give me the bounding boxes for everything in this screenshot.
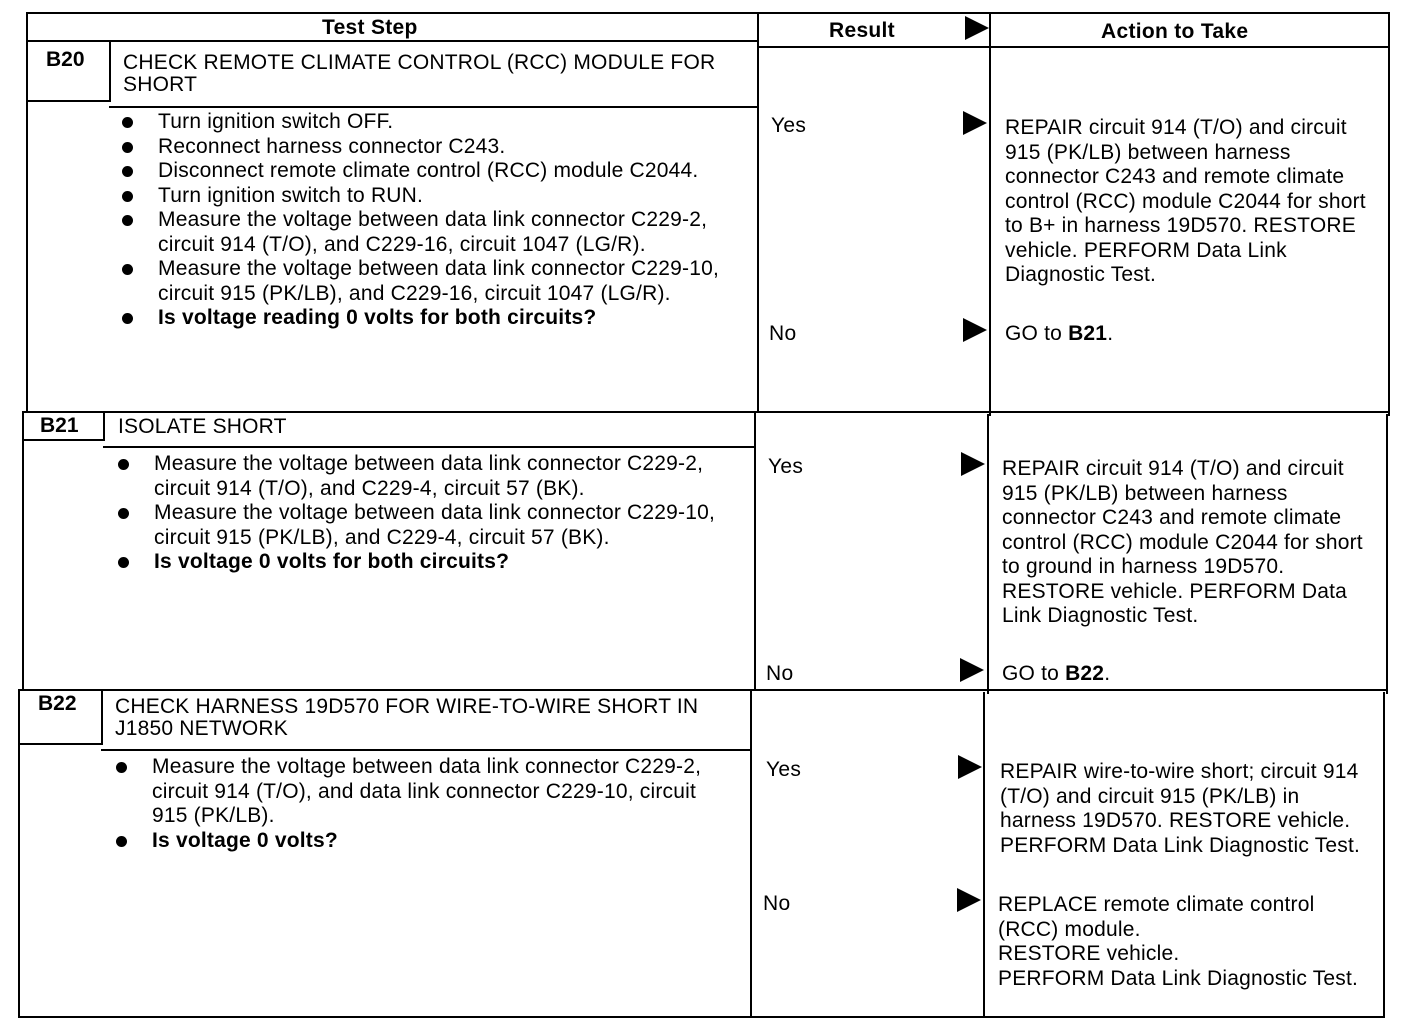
result-arrow-icon xyxy=(963,318,987,342)
step-instructions xyxy=(122,110,732,331)
table-border-right xyxy=(1386,414,1388,694)
action-goto-ref: B21 xyxy=(1068,322,1108,345)
instruction-item: Turn ignition switch to RUN. xyxy=(122,184,732,209)
action-line: RESTORE vehicle. xyxy=(998,942,1180,965)
column-divider-action xyxy=(983,692,985,1018)
column-divider-result xyxy=(754,412,756,690)
row-separator xyxy=(22,411,1388,413)
action-line: REPLACE remote climate control (RCC) module. xyxy=(998,893,1315,941)
step-title: CHECK HARNESS 19D570 FOR WIRE-TO-WIRE SHORT IN J1850 NETWORK xyxy=(115,695,699,740)
step-title-divider xyxy=(18,743,103,745)
table-border-left xyxy=(18,690,20,1018)
instruction-item: Measure the voltage between data link connector C229-10, circuit 915 (PK/LB), and C229-16, circuit 1047 (LG/R). xyxy=(122,257,732,306)
column-divider-result xyxy=(750,690,752,1018)
step-id-divider xyxy=(109,40,111,102)
result-yes: Yes xyxy=(766,758,802,781)
step-title-divider xyxy=(109,106,759,108)
result-no: No xyxy=(766,662,794,685)
table-border-right xyxy=(1383,692,1385,1018)
table-border-bottom xyxy=(18,1016,1384,1018)
action-text: REPAIR circuit 914 (T/O) and circuit 915 (PK/LB) between harness connector C243 and remote climate control (RCC) module C2044 for short to ground in harness 19D570. RESTORE vehicle. PERFORM Data Link Diagnostic Test. xyxy=(1002,457,1363,627)
action-goto-label: GO to xyxy=(1005,322,1069,345)
instruction-item: Measure the voltage between data link connector C229-10, circuit 915 (PK/LB), and C229-4, circuit 57 (BK). xyxy=(118,501,718,550)
step-title: CHECK REMOTE CLIMATE CONTROL (RCC) MODULE FOR SHORT xyxy=(123,51,716,96)
header-result: Result xyxy=(829,19,895,42)
step-title-divider xyxy=(103,446,755,448)
step-title-divider xyxy=(26,100,111,102)
step-id-divider xyxy=(101,690,103,744)
table-border-left xyxy=(22,412,24,690)
action-text xyxy=(998,893,1374,991)
action-text: REPAIR wire-to-wire short; circuit 914 (T/O) and circuit 915 (PK/LB) in harness 19D570. RESTORE vehicle. PERFORM Data Link Diagnostic Test. xyxy=(1000,760,1361,857)
result-arrow-icon xyxy=(957,888,981,912)
result-yes: Yes xyxy=(771,114,807,137)
step-instructions xyxy=(118,452,718,575)
action-text xyxy=(1002,662,1374,687)
action-goto-label: GO to xyxy=(1002,662,1066,685)
instruction-item: Measure the voltage between data link connector C229-2, circuit 914 (T/O), and C229-4, circuit 57 (BK). xyxy=(118,452,718,501)
step-id-divider xyxy=(103,412,105,440)
step-title: ISOLATE SHORT xyxy=(118,415,287,438)
column-divider-result xyxy=(757,12,759,412)
action-goto-suffix: . xyxy=(1104,662,1111,685)
result-arrow-icon xyxy=(963,111,987,135)
step-question: Is voltage 0 volts for both circuits? xyxy=(118,550,718,575)
column-divider-action xyxy=(989,12,991,416)
action-goto-suffix: . xyxy=(1107,322,1114,345)
result-arrow-icon xyxy=(961,452,985,476)
step-title-divider xyxy=(101,749,752,751)
step-instructions xyxy=(116,755,716,853)
result-arrow-icon xyxy=(958,755,982,779)
header-divider xyxy=(26,40,759,42)
step-question: Is voltage 0 volts? xyxy=(116,829,716,854)
result-arrow-icon xyxy=(960,658,984,682)
header-divider xyxy=(757,46,1390,48)
result-yes: Yes xyxy=(768,455,804,478)
action-text xyxy=(1005,322,1370,347)
instruction-item: Measure the voltage between data link connector C229-2, circuit 914 (T/O), and C229-16, circuit 1047 (LG/R). xyxy=(122,208,732,257)
instruction-item: Turn ignition switch OFF. xyxy=(122,110,732,135)
header-test-step: Test Step xyxy=(322,16,418,39)
table-border-left xyxy=(26,12,28,412)
step-id: B21 xyxy=(40,414,79,437)
column-divider-action xyxy=(987,414,989,694)
result-no: No xyxy=(769,322,797,345)
header-result-arrow-icon xyxy=(965,16,989,40)
action-goto-ref: B22 xyxy=(1065,662,1105,685)
step-title-divider xyxy=(22,439,105,441)
header-action: Action to Take xyxy=(1101,20,1249,43)
action-text: REPAIR circuit 914 (T/O) and circuit 915 (PK/LB) between harness connector C243 and remote climate control (RCC) module C2044 for short to B+ in harness 19D570. RESTORE vehicle. PERFORM Data Link Diagnostic Test. xyxy=(1005,116,1366,286)
action-line: PERFORM Data Link Diagnostic Test. xyxy=(998,966,1359,990)
row-separator xyxy=(18,689,1388,691)
instruction-item: Measure the voltage between data link connector C229-2, circuit 914 (T/O), and data link connector C229-10, circuit 915 (PK/LB). xyxy=(116,755,716,829)
instruction-item: Reconnect harness connector C243. xyxy=(122,135,732,160)
step-question: Is voltage reading 0 volts for both circuits? xyxy=(122,306,732,331)
result-no: No xyxy=(763,892,791,915)
instruction-item: Disconnect remote climate control (RCC) module C2044. xyxy=(122,159,732,184)
step-id: B22 xyxy=(38,692,77,715)
step-id: B20 xyxy=(46,48,85,71)
table-border-top xyxy=(26,12,1390,14)
table-border-right xyxy=(1388,12,1390,416)
